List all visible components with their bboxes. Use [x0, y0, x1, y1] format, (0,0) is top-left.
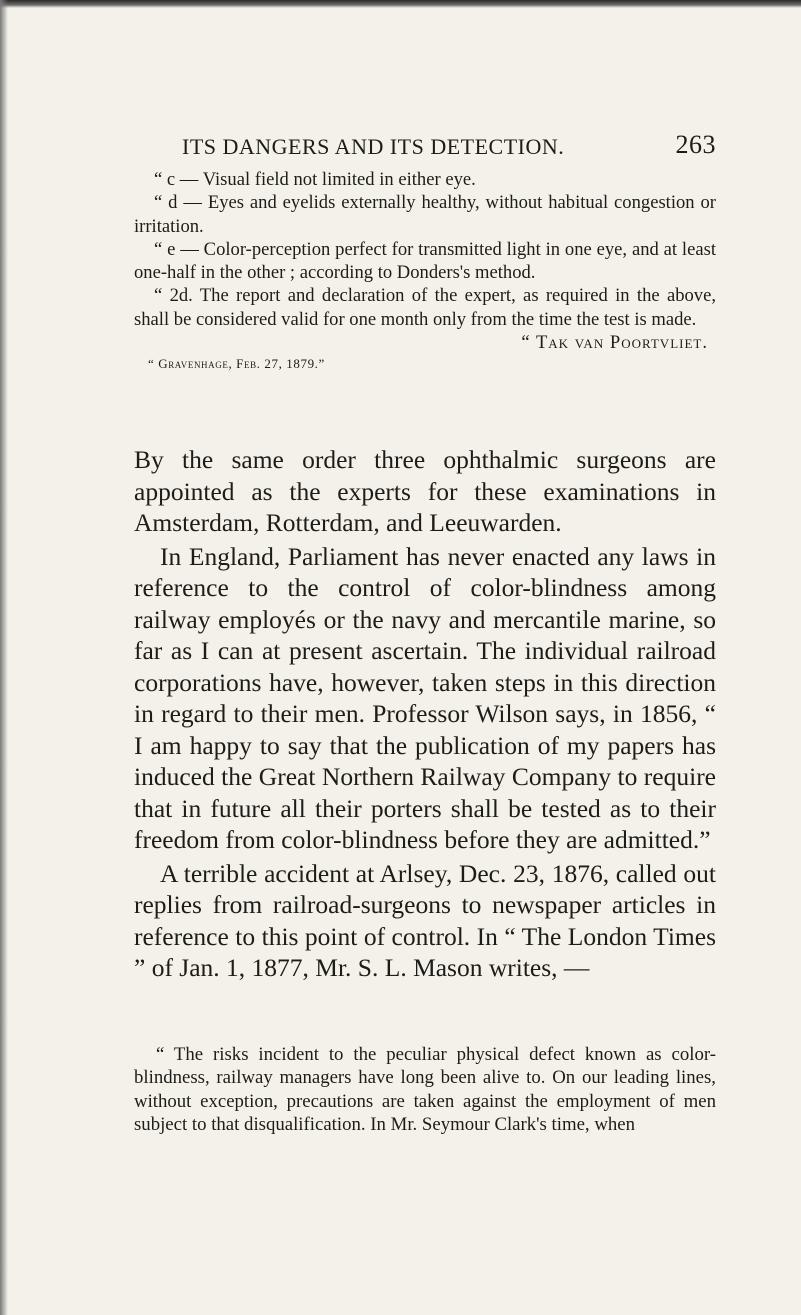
quotation-text: “ The risks incident to the peculiar physical defect known as color-blindness, railway managers have long been alive to. On our leading lines, without exception, precautions are taken against the employment of men subject to that disqualification. In Mr. Seymour Clark's time, when	[134, 1044, 716, 1135]
clause-e: “ e — Color-perception perfect for transmitted light in one eye, and at least one-half in the other ; according to Donders's method.	[134, 238, 716, 284]
page-number: 263	[675, 130, 716, 159]
paragraph-experts: By the same order three ophthalmic surgeons are appointed as the experts for these examinations in Amsterdam, Rotterdam, and Leeuwarden.	[134, 445, 716, 537]
running-head-title: ITS DANGERS AND ITS DETECTION.	[182, 134, 565, 159]
body-text	[134, 444, 716, 984]
paragraph-england: In England, Parliament has never enacted any laws in reference to the control of color-blindness among railway employés or the navy and mercantile marine, so far as I can at present ascertain. The individual railroad corporations have, however, taken steps in this direction in regard to their men. Professor Wilson says, in 1856, “ I am happy to say that the publication of my papers has induced the Great Northern Railway Company to require that in future all their porters shall be tested as to their freedom from color-blindness before they are admitted.”	[134, 541, 716, 854]
decree-signature: “ Tak van Poortvliet.	[521, 332, 708, 354]
clause-d: “ d — Eyes and eyelids externally healthy, without habitual congestion or irritation.	[134, 192, 716, 237]
clause-2d: “ 2d. The report and declaration of the expert, as required in the above, shall be considered valid for one month only from the time the test is made.	[134, 285, 716, 330]
times-quotation	[134, 1043, 716, 1136]
clause-c: “ c — Visual field not limited in either eye.	[154, 169, 476, 190]
decree-place-date: “ Gravenhage, Feb. 27, 1879.”	[148, 356, 325, 372]
paragraph-arlsey: A terrible accident at Arlsey, Dec. 23, 1876, called out replies from railroad-surgeons to newspaper articles in reference to this point of control. In “ The London Times ” of Jan. 1, 1877, Mr. S. L. Mason writes, —	[134, 858, 716, 982]
decree-clauses	[134, 168, 716, 373]
